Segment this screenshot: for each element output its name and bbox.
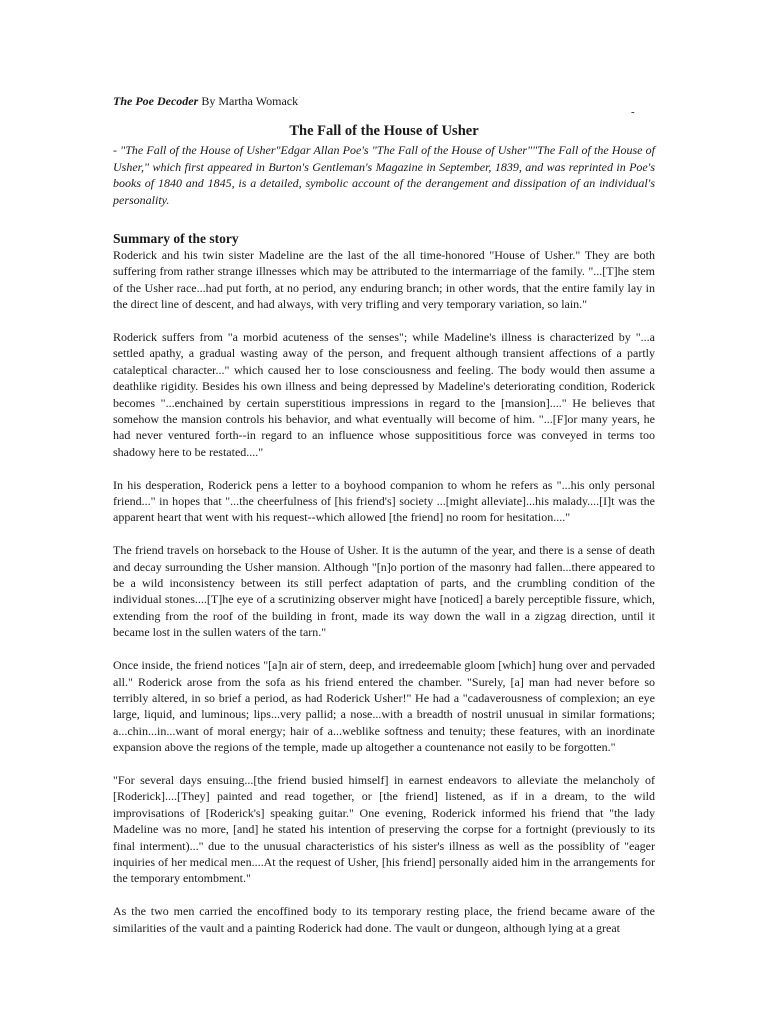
body-paragraph: Roderick and his twin sister Madeline are the last of the all time-honored "House of Usher." They are both suffering from rather strange illnesses which may be attributed to the intermarriage of the family. "...[T]he stem of the Usher race...had put forth, at no period, any enduring branch; in other words, that the entire family lay in the direct line of descent, and had always, with very trifling and very temporary variation, so lain.": [113, 248, 655, 312]
body-paragraph: The friend travels on horseback to the House of Usher. It is the autumn of the year, and there is a sense of death and decay surrounding the Usher mansion. Although "[n]o portion of the masonry had fallen...there appeared to be a wild inconsistency between its still perfect adaptation of parts, and the crumbling condition of the individual stones....[T]he eye of a scrutinizing observer might have [noticed] a barely perceptible fissure, which, extending from the roof of the building in front, made its way down the wall in a zigzag direction, until it became lost in the sullen waters of the tarn.": [113, 543, 655, 640]
series-title: The Poe Decoder: [113, 94, 199, 108]
body-paragraph: Roderick suffers from "a morbid acuteness of the senses"; while Madeline's illness is characterized by "...a settled apathy, a gradual wasting away of the person, and frequent although transient affections of a partly cataleptical character..." which caused her to lose consciousness and feeling. The body would then assume a deathlike rigidity. Besides his own illness and being depressed by Madeline's deteriorating condition, Roderick becomes "...enchained by certain superstitious impressions in regard to the [mansion]...." He believes that somehow the mansion controls his behavior, and what eventually will become of him. "...[F]or many years, he had never ventured forth--in regard to an influence whose supposititious force was conveyed in terms too shadowy here to be restated....": [113, 330, 655, 459]
body-paragraph: In his desperation, Roderick pens a letter to a boyhood companion to whom he refers as "...his only personal friend..." in hopes that "...the cheerfulness of [his friend's] society ...[might alleviate]...his malady....[I]t was the apparent heart that went with his request--which allowed [the friend] no room for hesitation....": [113, 477, 655, 525]
body-paragraph: Once inside, the friend notices "[a]n air of stern, deep, and irredeemable gloom [which] hung over and pervaded all." Roderick arose from the sofa as his friend entered the chamber. "Surely, [a] man had never before so terribly altered, in so brief a period, as had Roderick Usher!" He had a "cadaverousness of complexion; an eye large, liquid, and luminous; lips...very pallid; a nose...with a breadth of nostril unusual in similar formations; a...chin...in...want of moral energy; hair of a...weblike softness and tenuity; these features, with an inordinate expansion above the regions of the temple, made up altogether a countenance not easily to be forgotten.": [113, 658, 655, 755]
corner-mark: -: [631, 106, 635, 118]
author-name: By Martha Womack: [198, 94, 299, 108]
byline: [113, 94, 298, 109]
intro-paragraph: - "The Fall of the House of Usher"Edgar Allan Poe's "The Fall of the House of Usher""The Fall of the House of Usher," which first appeared in Burton's Gentleman's Magazine in September, 1839, and was reprinted in Poe's books of 1840 and 1845, is a detailed, symbolic account of the derangement and dissipation of an individual's personality.: [113, 143, 655, 207]
summary-body: [113, 247, 655, 952]
body-paragraph: "For several days ensuing...[the friend busied himself] in earnest endeavors to alleviate the melancholy of [Roderick]....[They] painted and read together, or [the friend] listened, as if in a dream, to the wild improvisations of [Roderick's] speaking guitar." One evening, Roderick informed his friend that "the lady Madeline was no more, [and] he stated his intention of preserving the corpse for a fortnight (previously to its final interment)..." due to the unusual characteristics of his sister's illness as well as the possiblity of "eager inquiries of her medical men....At the request of Usher, [his friend] personally aided him in the arrangements for the temporary entombment.": [113, 772, 655, 886]
body-paragraph: As the two men carried the encoffined body to its temporary resting place, the friend became aware of the similarities of the vault and a painting Roderick had done. The vault or dungeon, although lying at a great: [113, 904, 655, 935]
article-title: The Fall of the House of Usher: [289, 123, 479, 139]
summary-heading: Summary of the story: [113, 231, 239, 246]
